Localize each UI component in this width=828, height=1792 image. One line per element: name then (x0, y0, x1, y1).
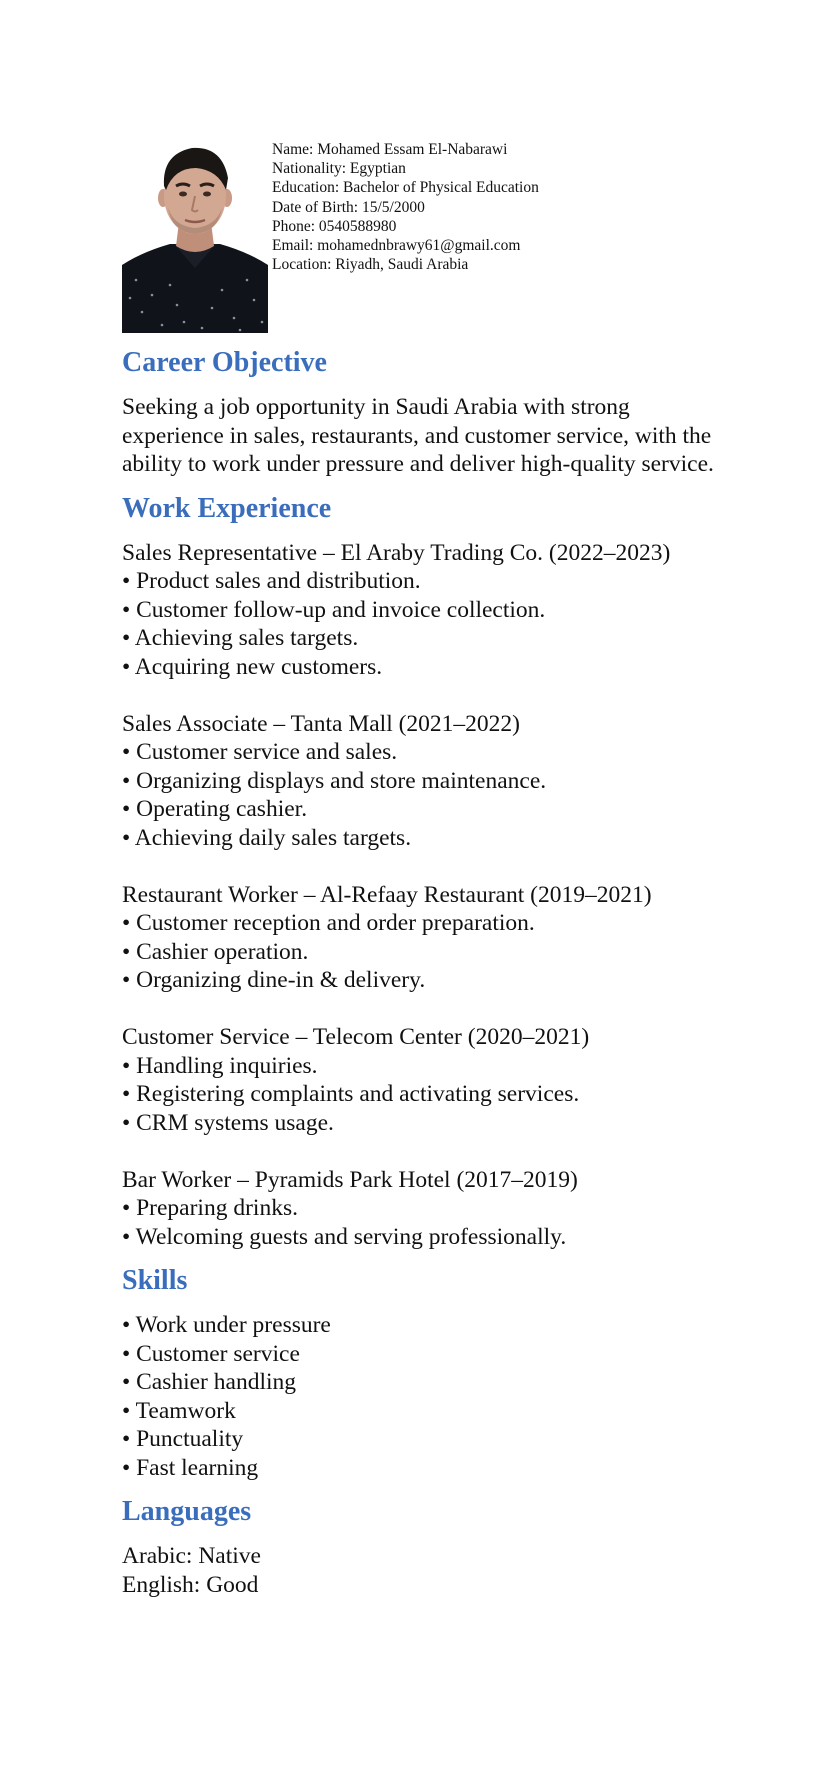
job-bullet: • Welcoming guests and serving professionally. (122, 1223, 567, 1250)
job-heading: Restaurant Worker – Al-Refaay Restaurant (2019–2021) (122, 881, 652, 908)
job-bullet: • Operating cashier. (122, 796, 308, 822)
job-bullet: • Registering complaints and activating services. (122, 1081, 580, 1107)
skills-list (122, 1311, 722, 1482)
job-entry (122, 881, 722, 995)
profile-header (122, 140, 722, 333)
skill-item: • Fast learning (122, 1454, 259, 1481)
personal-info (272, 140, 539, 274)
education-field: Education: Bachelor of Physical Education (272, 179, 539, 197)
job-bullet: • Customer service and sales. (122, 739, 398, 765)
profile-photo-illustration (122, 140, 268, 333)
job-bullet: • Preparing drinks. (122, 1195, 298, 1221)
languages-title: Languages (122, 1496, 252, 1527)
job-bullet: • Organizing displays and store maintenance. (122, 767, 547, 794)
skill-item: • Customer service (122, 1340, 300, 1367)
job-heading: Customer Service – Telecom Center (2020–2021) (122, 1024, 590, 1050)
job-heading: Sales Representative – El Araby Trading Co. (2022–2023) (122, 539, 671, 566)
job-bullet: • Cashier operation. (122, 938, 309, 965)
language-item: English: Good (122, 1571, 259, 1598)
job-bullet: • CRM systems usage. (122, 1109, 334, 1136)
job-bullet: • Achieving sales targets. (122, 625, 359, 651)
skill-item: • Teamwork (122, 1397, 236, 1424)
job-bullet: • Customer follow-up and invoice collection. (122, 596, 546, 623)
job-bullet: • Customer reception and order preparation. (122, 910, 535, 936)
profile-photo (122, 140, 268, 333)
job-bullet: • Achieving daily sales targets. (122, 824, 412, 851)
career-objective-text: Seeking a job opportunity in Saudi Arabia with strong experience in sales, restaurants, and customer service, with the ability to work under pressure and deliver high-quality service. (122, 394, 714, 477)
skills-title: Skills (122, 1265, 188, 1296)
job-bullet: • Acquiring new customers. (122, 653, 383, 680)
job-heading: Bar Worker – Pyramids Park Hotel (2017–2019) (122, 1166, 578, 1193)
job-bullet: • Product sales and distribution. (122, 568, 421, 594)
skill-item: • Cashier handling (122, 1369, 297, 1395)
nationality-field: Nationality: Egyptian (272, 160, 406, 178)
job-heading: Sales Associate – Tanta Mall (2021–2022) (122, 710, 521, 737)
resume-page (122, 140, 722, 1599)
work-experience-title: Work Experience (122, 492, 332, 524)
languages-list (122, 1542, 722, 1599)
work-experience-list (122, 539, 722, 1252)
email-field: Email: mohamednbrawy61@gmail.com (272, 237, 521, 255)
language-item: Arabic: Native (122, 1543, 261, 1569)
job-entry (122, 539, 722, 682)
job-entry (122, 1166, 722, 1252)
location-field: Location: Riyadh, Saudi Arabia (272, 256, 469, 274)
career-objective-title: Career Objective (122, 347, 327, 378)
skill-item: • Work under pressure (122, 1312, 331, 1338)
job-entry (122, 710, 722, 853)
job-entry (122, 1023, 722, 1137)
dob-field: Date of Birth: 15/5/2000 (272, 198, 425, 216)
skill-item: • Punctuality (122, 1426, 244, 1452)
name-field: Name: Mohamed Essam El-Nabarawi (272, 141, 508, 158)
job-bullet: • Handling inquiries. (122, 1052, 318, 1079)
phone-field: Phone: 0540588980 (272, 217, 397, 235)
job-bullet: • Organizing dine-in & delivery. (122, 967, 426, 993)
